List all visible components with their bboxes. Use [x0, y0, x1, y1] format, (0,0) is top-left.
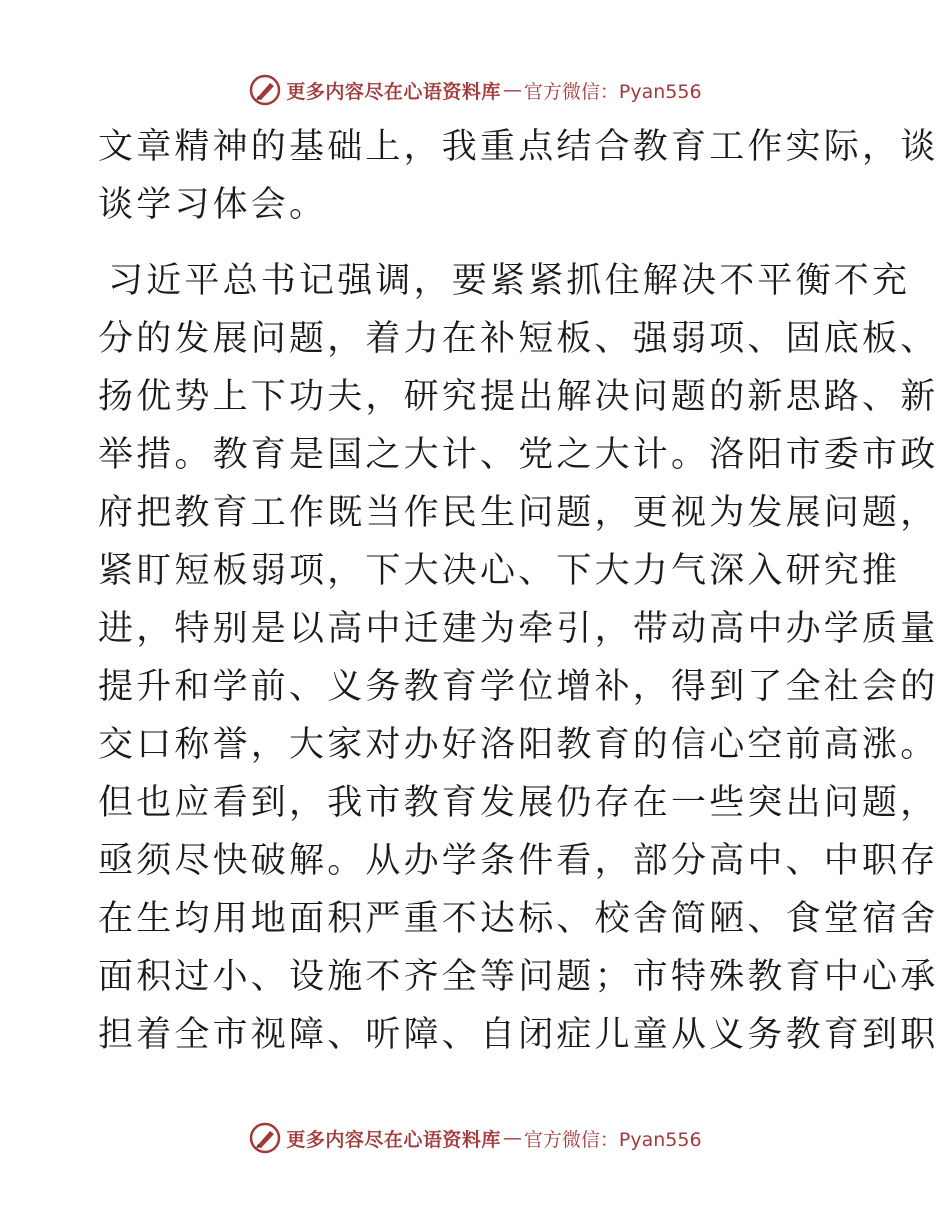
- watermark-separator: —: [502, 1127, 522, 1149]
- text-line: 府把教育工作既当作民生问题，更视为发展问题，: [98, 493, 939, 533]
- watermark-contact: 官方微信：Pyan556: [523, 1128, 702, 1151]
- text-line: 紧盯短板弱项，下大决心、下大力气深入研究推: [98, 551, 901, 591]
- paragraph-2: [98, 252, 939, 1064]
- text-line: 扬优势上下功夫，研究提出解决问题的新思路、新: [98, 377, 939, 417]
- text-line: 进，特别是以高中迁建为牵引，带动高中办学质量: [98, 609, 939, 649]
- text-line: 交口称誉，大家对办好洛阳教育的信心空前高涨。: [98, 725, 939, 765]
- watermark-separator: —: [502, 79, 522, 101]
- text-line: 谈学习体会。: [98, 185, 328, 225]
- text-line: 习近平总书记强调，要紧紧抓住解决不平衡不充: [108, 261, 911, 301]
- document-body: [98, 118, 939, 1064]
- pen-logo-icon: [248, 73, 282, 107]
- header-watermark: [0, 70, 950, 110]
- watermark-contact: 官方微信：Pyan556: [523, 80, 702, 103]
- text-line: 举措。教育是国之大计、党之大计。洛阳市委市政: [98, 435, 939, 475]
- paragraph-1: [98, 118, 939, 234]
- text-line: 担着全市视障、听障、自闭症儿童从义务教育到职: [98, 1015, 939, 1055]
- pen-logo-icon: [248, 1121, 282, 1155]
- watermark-site-text: 更多内容尽在心语资料库: [286, 1128, 501, 1151]
- text-line: 面积过小、设施不齐全等问题；市特殊教育中心承: [98, 957, 939, 997]
- text-line: 但也应看到，我市教育发展仍存在一些突出问题，: [98, 783, 939, 823]
- footer-watermark: [0, 1118, 950, 1158]
- text-line: 分的发展问题，着力在补短板、强弱项、固底板、: [98, 319, 939, 359]
- text-line: 在生均用地面积严重不达标、校舍简陋、食堂宿舍: [98, 899, 939, 939]
- text-line: 提升和学前、义务教育学位增补，得到了全社会的: [98, 667, 939, 707]
- watermark-site-text: 更多内容尽在心语资料库: [286, 80, 501, 103]
- text-line: 亟须尽快破解。从办学条件看，部分高中、中职存: [98, 841, 939, 881]
- text-line: 文章精神的基础上，我重点结合教育工作实际，谈: [98, 127, 939, 167]
